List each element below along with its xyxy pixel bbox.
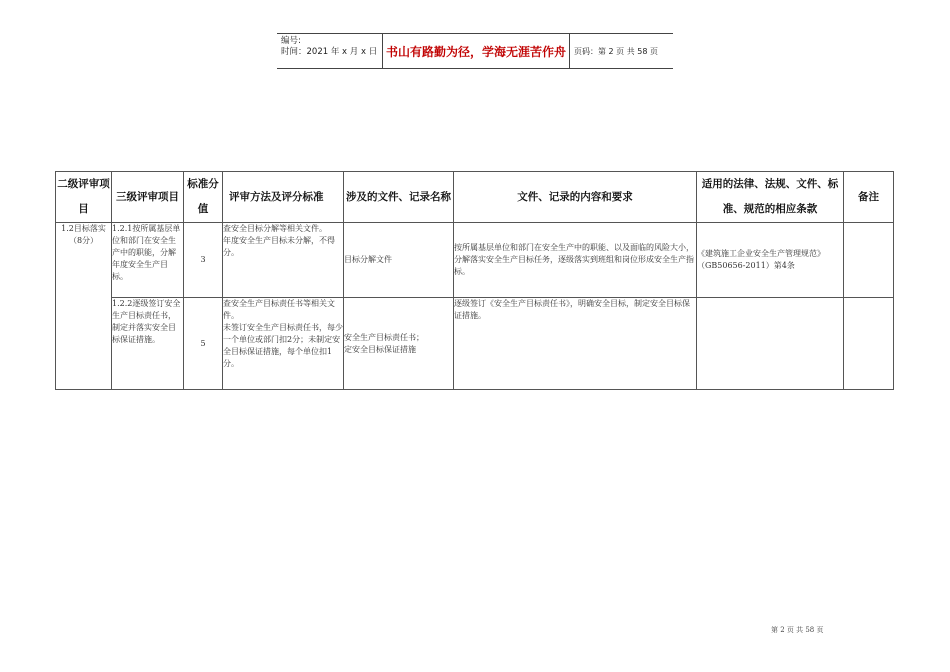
group-cell: 1.2目标落实（8分）: [56, 223, 112, 390]
number-label: 编号:: [281, 36, 301, 46]
score-cell: 5: [184, 298, 223, 390]
page-header: [277, 33, 673, 69]
page-footer: 第 2 页 共 58 页: [771, 626, 824, 634]
item-cell: 1.2.1按所属基层单位和部门在安全生产中的职能，分解年度安全生产目标。: [112, 223, 184, 298]
col-header: 涉及的文件、记录名称: [344, 172, 454, 223]
evaluation-table: [55, 171, 894, 390]
header-page-label: 页码：第 2 页 共 58 页: [574, 46, 658, 56]
table-row: [56, 298, 894, 390]
score-cell: 3: [184, 223, 223, 298]
header-motto: 书山有路勤为径，学海无涯苦作舟: [382, 34, 570, 68]
note-cell: [844, 298, 894, 390]
law-cell: 《建筑施工企业安全生产管理规范》（GB50656-2011）第4条: [697, 223, 844, 298]
col-header: 备注: [844, 172, 894, 223]
item-cell: 1.2.2逐级签订安全生产目标责任书，制定并落实安全目标保证措施。: [112, 298, 184, 390]
col-header: 文件、记录的内容和要求: [454, 172, 697, 223]
law-cell: [697, 298, 844, 390]
header-left: [277, 34, 382, 68]
requirements-cell: 按所属基层单位和部门在安全生产中的职能、以及面临的风险大小，分解落实安全生产目标任务，逐级落实到班组和岗位形成安全生产指标。: [454, 223, 697, 298]
method-cell: 查安全生产目标责任书等相关文件。 未签订安全生产目标责任书，每少一个单位或部门扣2分；未制定安全目标保证措施，每个单位扣1分。: [223, 298, 344, 390]
col-header: 二级评审项目: [56, 172, 112, 223]
files-cell: 目标分解文件: [344, 223, 454, 298]
col-header: 三级评审项目: [112, 172, 184, 223]
col-header: 适用的法律、法规、文件、标准、规范的相应条款: [697, 172, 844, 223]
time-label: 时间：2021 年 x 月 x 日: [281, 47, 378, 57]
files-cell: 安全生产目标责任书； 定安全目标保证措施: [344, 298, 454, 390]
table-row: [56, 223, 894, 298]
col-header: 评审方法及评分标准: [223, 172, 344, 223]
method-cell: 查安全目标分解等相关文件。 年度安全生产目标未分解，不得分。: [223, 223, 344, 298]
col-header: 标准分值: [184, 172, 223, 223]
table-header-row: [56, 172, 894, 223]
requirements-cell: 逐级签订《安全生产目标责任书》，明确安全目标，制定安全目标保证措施。: [454, 298, 697, 390]
note-cell: [844, 223, 894, 298]
